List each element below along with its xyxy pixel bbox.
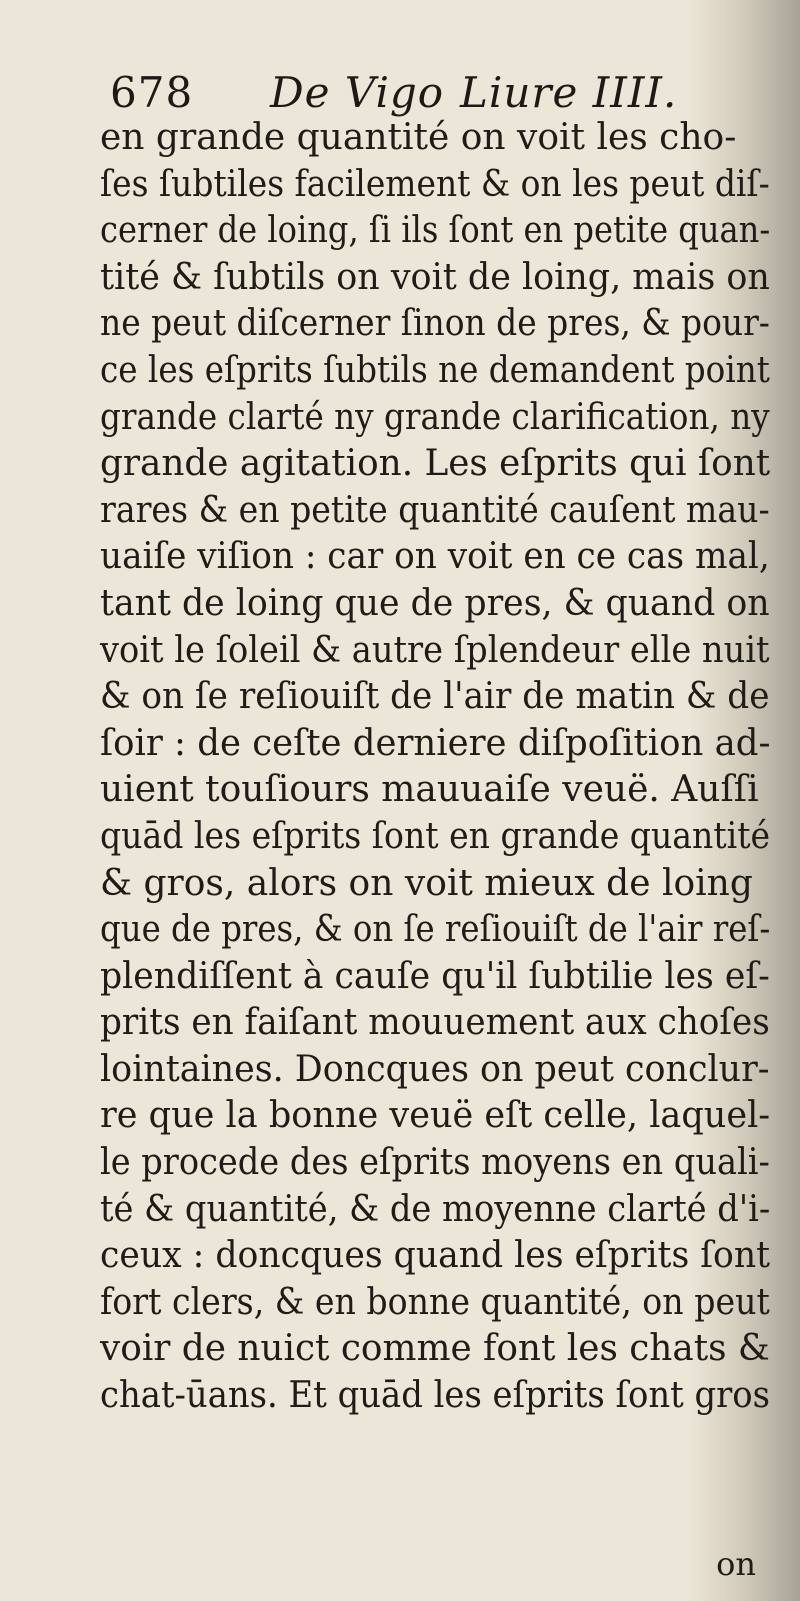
body-text	[100, 115, 770, 1420]
text-line: ne peut diſcerner ſinon de pres, & pour-	[100, 303, 770, 345]
text-line: que de pres, & on ſe reſiouiſt de l'air reſ-	[100, 909, 771, 951]
text-line: grande clarté ny grande clarification, ny	[100, 396, 770, 438]
text-line: plendiſſent à cauſe qu'il ſubtilie les eſ-	[100, 955, 770, 997]
text-line: ſoir : de ceſte derniere diſpoſition ad-	[100, 722, 771, 764]
text-line: & gros, alors on voit mieux de loing	[100, 862, 753, 904]
text-line: voit le ſoleil & autre ſplendeur elle nuit	[100, 629, 770, 671]
text-line: ſes ſubtiles facilement & on les peut diſ-	[100, 163, 770, 205]
text-line: tant de loing que de pres, & quand on	[100, 582, 770, 624]
text-line: grande agitation. Les eſprits qui ſont	[100, 443, 771, 485]
text-line: uaiſe viſion : car on voit en ce cas mal,	[100, 536, 770, 578]
text-line: prits en faiſant mouuement aux choſes	[100, 1002, 770, 1044]
catchword: on	[716, 1545, 756, 1583]
text-line: quād les eſprits ſont en grande quantité	[100, 815, 771, 857]
text-line: rares & en petite quantité cauſent mau-	[100, 489, 770, 531]
text-line: re que la bonne veuë eſt celle, laquel-	[100, 1095, 771, 1137]
text-line: fort clers, & en bonne quantité, on peut	[100, 1281, 770, 1323]
book-number: Liure IIII.	[460, 68, 678, 117]
text-line: uient touſiours mauuaiſe veuë. Auſſi	[100, 769, 759, 811]
text-line: voir de nuict comme font les chats &	[100, 1328, 770, 1370]
text-line: & on ſe reſiouiſt de l'air de matin & de	[100, 676, 770, 718]
text-line: ceux : doncques quand les eſprits ſont	[100, 1235, 771, 1277]
text-line: lointaines. Doncques on peut conclur-	[100, 1048, 770, 1090]
page-number: 678	[110, 68, 194, 117]
running-header	[110, 68, 710, 118]
text-line: le procede des eſprits moyens en quali-	[100, 1142, 770, 1184]
text-line: cerner de loing, ſi ils ſont en petite quan-	[100, 210, 771, 252]
running-title: De Vigo	[270, 68, 445, 117]
text-line: chat-ūans. Et quād les eſprits ſont gros	[100, 1375, 771, 1417]
text-line: té & quantité, & de moyenne clarté d'i-	[100, 1188, 771, 1230]
text-line: ce les eſprits ſubtils ne demandent point	[100, 349, 770, 391]
text-line: tité & ſubtils on voit de loing, mais on	[100, 256, 770, 298]
text-line: en grande quantité on voit les cho-	[100, 117, 737, 158]
